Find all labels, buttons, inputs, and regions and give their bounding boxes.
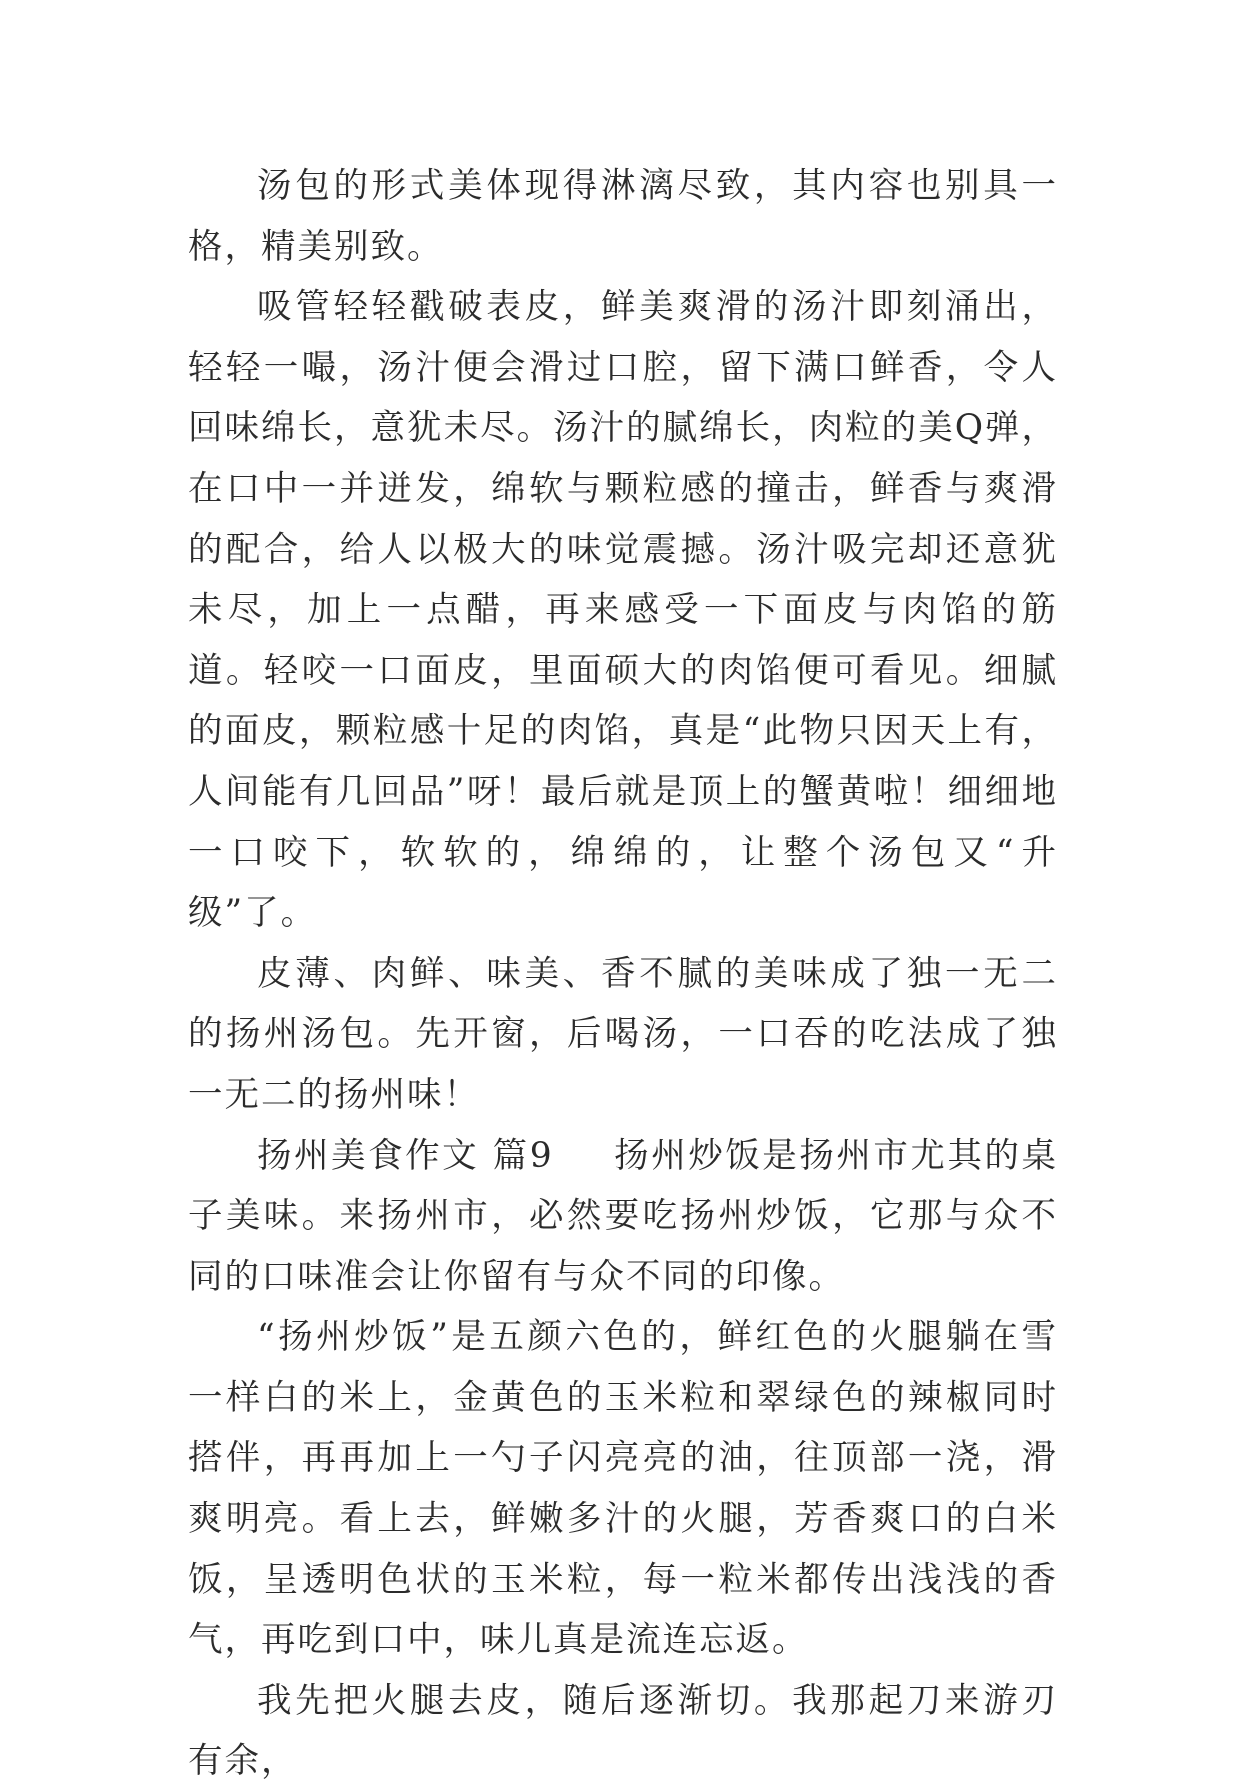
paragraph-fried-rice-colors: “扬州炒饭”是五颜六色的，鲜红色的火腿躺在雪一样白的米上，金黄色的玉米粒和翠绿色的辣椒同时搭伴，再再加上一勺子闪亮亮的油，往顶部一浇，滑爽明亮。看上去，鲜嫩多汁的火腿，芳香爽口的白米饭，呈透明色状的玉米粒，每一粒米都传出浅浅的香气，再吃到口中，味儿真是流连忘返。 xyxy=(188,1317,1058,1661)
section-heading: 扬州美食作文 篇9 xyxy=(257,1135,554,1176)
section-intro-line xyxy=(188,1126,1058,1308)
paragraph-soup-dumpling-taste: 吸管轻轻戳破表皮，鲜美爽滑的汤汁即刻涌出，轻轻一嘬，汤汁便会滑过口腔，留下满口鲜香，令人回味绵长，意犹未尽。汤汁的腻绵长，肉粒的美Q弹，在口中一并迸发，绵软与颗粒感的撞击，鲜香与爽滑的配合，给人以极大的味觉震撼。汤汁吸完却还意犹未尽，加上一点醋，再来感受一下面皮与肉馅的筋道。轻咬一口面皮，里面硕大的肉馅便可看见。细腻的面皮，颗粒感十足的肉馅，真是“此物只因天上有，人间能有几回品”呀！最后就是顶上的蟹黄啦！细细地一口咬下，软软的，绵绵的，让整个汤包又“升级”了。 xyxy=(188,287,1058,934)
section-intro-text: 扬州炒饭是扬州市尤其的桌子美味。来扬州市，必然要吃扬州炒饭，它那与众不同的口味准会让你留有与众不同的印像。 xyxy=(188,1135,1059,1297)
document-body xyxy=(188,156,1058,1792)
paragraph-soup-dumpling-summary: 皮薄、肉鲜、味美、香不腻的美味成了独一无二的扬州汤包。先开窗，后喝汤，一口吞的吃法成了独一无二的扬州味！ xyxy=(188,953,1058,1115)
paragraph-soup-dumpling-form: 汤包的形式美体现得淋漓尽致，其内容也别具一格，精美别致。 xyxy=(188,166,1058,267)
paragraph-fried-rice-cooking: 我先把火腿去皮，随后逐渐切。我那起刀来游刃有余， xyxy=(188,1680,1058,1782)
